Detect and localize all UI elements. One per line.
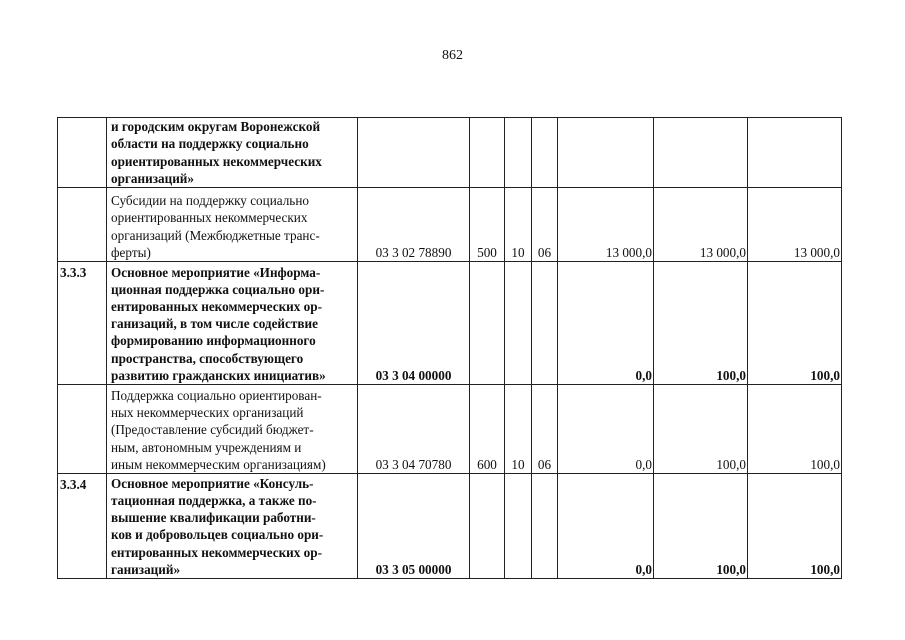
grbs-cell: 500 xyxy=(470,188,505,262)
program-code-cell: 03 3 02 78890 xyxy=(358,188,470,262)
name-line: ориентированных некоммерческих xyxy=(111,153,322,169)
rz-cell: 10 xyxy=(505,188,532,262)
amount-year1-cell: 0,0 xyxy=(558,262,654,385)
row-number-cell: 3.3.3 xyxy=(58,262,107,385)
name-line: Поддержка социально ориентирован- xyxy=(111,387,322,403)
budget-table xyxy=(57,117,842,579)
rz-cell xyxy=(505,474,532,579)
row-number-cell: 3.3.4 xyxy=(58,474,107,579)
page-number: 862 xyxy=(442,48,463,63)
row-name-cell xyxy=(107,474,358,579)
rz-cell: 10 xyxy=(505,385,532,474)
table-row xyxy=(58,385,842,474)
row-name-cell xyxy=(107,385,358,474)
amount-year3-cell: 100,0 xyxy=(748,385,842,474)
name-line: ным, автономным учреждениям и xyxy=(111,439,302,455)
name-line: организаций (Межбюджетные транс- xyxy=(111,227,320,243)
name-line: тационная поддержка, а также по- xyxy=(111,492,317,508)
amount-year2-cell: 100,0 xyxy=(654,474,748,579)
grbs-cell xyxy=(470,262,505,385)
pr-cell xyxy=(532,118,558,188)
program-code-cell: 03 3 04 00000 xyxy=(358,262,470,385)
name-line: (Предоставление субсидий бюджет- xyxy=(111,422,314,438)
table-row xyxy=(58,262,842,385)
amount-year1-cell: 13 000,0 xyxy=(558,188,654,262)
row-name-cell xyxy=(107,262,358,385)
name-line: вышение квалификации работни- xyxy=(111,510,316,526)
amount-year2-cell: 100,0 xyxy=(654,385,748,474)
pr-cell xyxy=(532,262,558,385)
name-line: ных некоммерческих организаций xyxy=(111,405,304,421)
rz-cell xyxy=(505,262,532,385)
name-line: и городским округам Воронежской xyxy=(111,119,321,135)
row-number-cell xyxy=(58,188,107,262)
row-name-cell xyxy=(107,118,358,188)
amount-year3-cell xyxy=(748,118,842,188)
program-code-cell xyxy=(358,118,470,188)
amount-year3-cell: 100,0 xyxy=(748,474,842,579)
grbs-cell xyxy=(470,474,505,579)
table-row xyxy=(58,474,842,579)
name-line: ентированных некоммерческих ор- xyxy=(111,298,322,314)
name-line: иным некоммерческим организациям) xyxy=(111,456,326,472)
name-line: Основное мероприятие «Консуль- xyxy=(111,475,314,491)
rz-cell xyxy=(505,118,532,188)
amount-year2-cell xyxy=(654,118,748,188)
amount-year3-cell: 13 000,0 xyxy=(748,188,842,262)
amount-year2-cell: 13 000,0 xyxy=(654,188,748,262)
amount-year3-cell: 100,0 xyxy=(748,262,842,385)
row-number-cell xyxy=(58,118,107,188)
pr-cell xyxy=(532,474,558,579)
grbs-cell: 600 xyxy=(470,385,505,474)
name-line: ков и добровольцев социально ори- xyxy=(111,527,324,543)
row-number-cell xyxy=(58,385,107,474)
name-line: ориентированных некоммерческих xyxy=(111,210,308,226)
table-body xyxy=(58,118,842,579)
name-line: ентированных некоммерческих ор- xyxy=(111,544,322,560)
name-line: Субсидии на поддержку социально xyxy=(111,193,309,209)
name-line: ганизаций, в том числе содействие xyxy=(111,316,318,332)
table-row xyxy=(58,188,842,262)
program-code-cell: 03 3 05 00000 xyxy=(358,474,470,579)
table-row xyxy=(58,118,842,188)
name-line: ферты) xyxy=(111,244,151,260)
grbs-cell xyxy=(470,118,505,188)
name-line: области на поддержку социально xyxy=(111,136,309,152)
amount-year1-cell: 0,0 xyxy=(558,385,654,474)
pr-cell: 06 xyxy=(532,188,558,262)
name-line: формированию информационного xyxy=(111,333,316,349)
name-line: развитию гражданских инициатив» xyxy=(111,367,326,383)
program-code-cell: 03 3 04 70780 xyxy=(358,385,470,474)
amount-year2-cell: 100,0 xyxy=(654,262,748,385)
name-line: пространства, способствующего xyxy=(111,350,304,366)
name-line: ционная поддержка социально ори- xyxy=(111,281,325,297)
pr-cell: 06 xyxy=(532,385,558,474)
name-line: организаций» xyxy=(111,170,194,186)
amount-year1-cell: 0,0 xyxy=(558,474,654,579)
amount-year1-cell xyxy=(558,118,654,188)
name-line: ганизаций» xyxy=(111,561,181,577)
name-line: Основное мероприятие «Информа- xyxy=(111,264,321,280)
row-name-cell xyxy=(107,188,358,262)
